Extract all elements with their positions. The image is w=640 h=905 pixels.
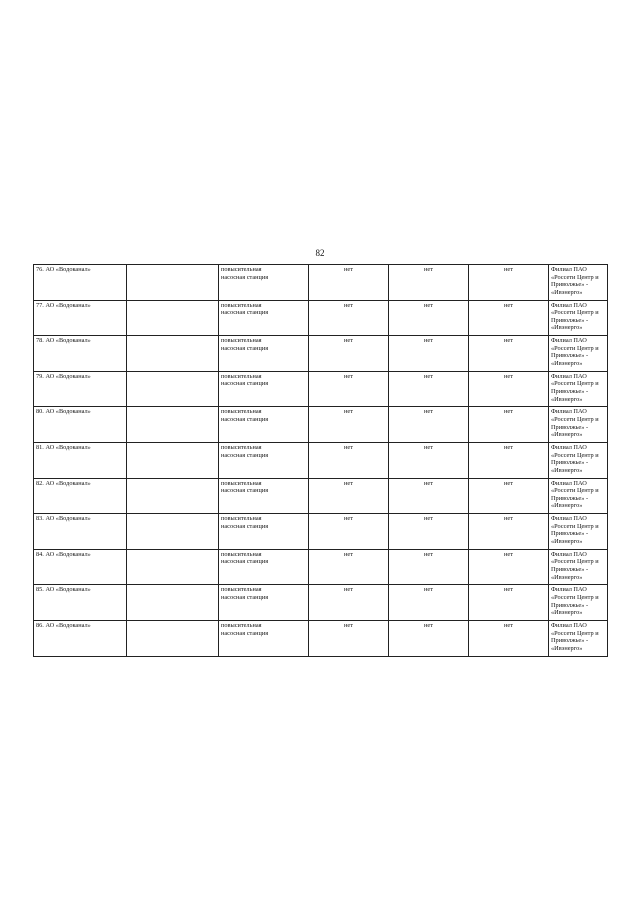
facility-name-text: 80. АО «Водоканал» <box>36 408 91 416</box>
organization-line: «Ивэнерго» <box>551 395 583 403</box>
value-text: нет <box>424 301 433 309</box>
organization-line: «Ивэнерго» <box>551 502 583 510</box>
facility-type-line: насосная станция <box>221 522 269 530</box>
organization-line: Филиал ПАО <box>551 621 587 629</box>
organization-line: Филиал ПАО <box>551 266 587 273</box>
value-text: нет <box>504 586 513 594</box>
organization-line: «Россети Центр и <box>551 451 599 459</box>
value-cell-3 <box>469 620 549 656</box>
organization-line: «Ивэнерго» <box>551 466 583 474</box>
facility-number-name <box>34 549 127 585</box>
empty-cell <box>127 585 219 621</box>
facility-type-line: насосная станция <box>221 629 269 637</box>
value-cell-3 <box>469 442 549 478</box>
grid-organization <box>549 442 608 478</box>
facility-type <box>219 620 309 656</box>
facility-name-text: 79. АО «Водоканал» <box>36 372 91 380</box>
organization-line: «Россети Центр и <box>551 593 599 601</box>
table-row <box>34 549 608 585</box>
value-text: нет <box>504 515 513 523</box>
grid-organization <box>549 265 608 301</box>
value-cell-3 <box>469 265 549 301</box>
facility-type <box>219 442 309 478</box>
value-cell-1 <box>309 265 389 301</box>
facility-type-line: повысительная <box>221 621 262 629</box>
facility-number-name <box>34 371 127 407</box>
organization-line: «Ивэнерго» <box>551 324 583 332</box>
grid-organization <box>549 407 608 443</box>
value-cell-3 <box>469 585 549 621</box>
table-row <box>34 371 608 407</box>
value-cell-2 <box>389 300 469 336</box>
organization-line: «Ивэнерго» <box>551 573 583 581</box>
organization-line: Филиал ПАО <box>551 301 587 309</box>
value-cell-2 <box>389 478 469 514</box>
facility-type <box>219 265 309 301</box>
value-cell-2 <box>389 514 469 550</box>
facility-name-text: 84. АО «Водоканал» <box>36 550 91 558</box>
organization-line: «Россети Центр и <box>551 522 599 530</box>
value-cell-1 <box>309 442 389 478</box>
value-cell-2 <box>389 371 469 407</box>
facility-number-name <box>34 265 127 301</box>
organization-line: Приволжье» - <box>551 352 589 360</box>
organization-line: «Ивэнерго» <box>551 431 583 439</box>
value-cell-1 <box>309 549 389 585</box>
value-cell-2 <box>389 265 469 301</box>
facility-type-line: повысительная <box>221 266 262 273</box>
value-cell-3 <box>469 549 549 585</box>
facility-type-line: насосная станция <box>221 273 269 281</box>
value-cell-2 <box>389 442 469 478</box>
table-row <box>34 442 608 478</box>
value-cell-1 <box>309 371 389 407</box>
grid-organization <box>549 549 608 585</box>
value-cell-1 <box>309 336 389 372</box>
facility-type-line: повысительная <box>221 443 262 451</box>
facility-type <box>219 478 309 514</box>
organization-line: «Ивэнерго» <box>551 359 583 367</box>
empty-cell <box>127 407 219 443</box>
facility-number-name <box>34 478 127 514</box>
value-cell-3 <box>469 371 549 407</box>
table-row <box>34 265 608 301</box>
value-cell-2 <box>389 585 469 621</box>
value-cell-1 <box>309 585 389 621</box>
organization-line: Филиал ПАО <box>551 586 587 594</box>
table-row <box>34 300 608 336</box>
value-text: нет <box>344 301 353 309</box>
value-text: нет <box>424 337 433 345</box>
value-text: нет <box>344 586 353 594</box>
value-text: нет <box>504 479 513 487</box>
value-cell-2 <box>389 407 469 443</box>
organization-line: Приволжье» - <box>551 494 589 502</box>
table-row <box>34 620 608 656</box>
facility-type-line: повысительная <box>221 586 262 594</box>
value-text: нет <box>424 443 433 451</box>
value-cell-1 <box>309 407 389 443</box>
empty-cell <box>127 442 219 478</box>
value-text: нет <box>424 372 433 380</box>
facility-name-text: 85. АО «Водоканал» <box>36 586 91 594</box>
organization-line: Филиал ПАО <box>551 443 587 451</box>
empty-cell <box>127 549 219 585</box>
empty-cell <box>127 371 219 407</box>
organization-line: «Ивэнерго» <box>551 609 583 617</box>
table-row <box>34 514 608 550</box>
organization-line: «Россети Центр и <box>551 415 599 423</box>
table-row <box>34 407 608 443</box>
facility-number-name <box>34 620 127 656</box>
facility-number-name <box>34 300 127 336</box>
value-text: нет <box>424 550 433 558</box>
value-cell-2 <box>389 549 469 585</box>
facility-number-name <box>34 442 127 478</box>
grid-organization <box>549 514 608 550</box>
facility-name-text: 76. АО «Водоканал» <box>36 266 91 273</box>
value-text: нет <box>504 337 513 345</box>
facility-type-line: повысительная <box>221 479 262 487</box>
facility-type-line: повысительная <box>221 408 262 416</box>
organization-line: Приволжье» - <box>551 530 589 538</box>
organization-line: «Россети Центр и <box>551 309 599 317</box>
value-cell-1 <box>309 620 389 656</box>
facility-type <box>219 336 309 372</box>
page-number: 82 <box>315 248 325 258</box>
organization-line: «Ивэнерго» <box>551 537 583 545</box>
facility-number-name <box>34 407 127 443</box>
table-body <box>34 265 608 657</box>
value-text: нет <box>344 337 353 345</box>
facility-type-line: повысительная <box>221 301 262 309</box>
facility-type-line: насосная станция <box>221 451 269 459</box>
value-text: нет <box>344 443 353 451</box>
organization-line: Приволжье» - <box>551 387 589 395</box>
value-text: нет <box>344 266 353 273</box>
facility-type-line: повысительная <box>221 515 262 523</box>
value-cell-2 <box>389 620 469 656</box>
organization-line: «Россети Центр и <box>551 487 599 495</box>
organization-line: Приволжье» - <box>551 281 589 289</box>
value-cell-1 <box>309 514 389 550</box>
grid-organization <box>549 620 608 656</box>
table-row <box>34 336 608 372</box>
facility-type-line: насосная станция <box>221 309 269 317</box>
grid-organization <box>549 371 608 407</box>
empty-cell <box>127 620 219 656</box>
organization-line: «Россети Центр и <box>551 273 599 281</box>
facility-type-line: повысительная <box>221 550 262 558</box>
grid-organization <box>549 478 608 514</box>
table-row <box>34 478 608 514</box>
organization-line: «Россети Центр и <box>551 629 599 637</box>
facility-type <box>219 407 309 443</box>
value-cell-2 <box>389 336 469 372</box>
value-cell-1 <box>309 478 389 514</box>
empty-cell <box>127 265 219 301</box>
empty-cell <box>127 478 219 514</box>
organization-line: «Ивэнерго» <box>551 644 583 652</box>
facility-name-text: 77. АО «Водоканал» <box>36 301 91 309</box>
facility-type-line: насосная станция <box>221 415 269 423</box>
organization-line: Филиал ПАО <box>551 515 587 523</box>
facility-name-text: 83. АО «Водоканал» <box>36 515 91 523</box>
organization-line: Филиал ПАО <box>551 479 587 487</box>
facility-type-line: насосная станция <box>221 380 269 388</box>
facility-number-name <box>34 336 127 372</box>
value-text: нет <box>424 408 433 416</box>
organization-line: Приволжье» - <box>551 423 589 431</box>
facility-name-text: 81. АО «Водоканал» <box>36 443 91 451</box>
organization-line: Приволжье» - <box>551 637 589 645</box>
organization-line: Приволжье» - <box>551 459 589 467</box>
value-cell-3 <box>469 336 549 372</box>
value-text: нет <box>344 550 353 558</box>
organization-line: Приволжье» - <box>551 565 589 573</box>
facilities-table <box>33 264 608 657</box>
value-text: нет <box>344 408 353 416</box>
value-cell-3 <box>469 478 549 514</box>
grid-organization <box>549 336 608 372</box>
organization-line: Филиал ПАО <box>551 408 587 416</box>
value-text: нет <box>504 443 513 451</box>
value-text: нет <box>344 621 353 629</box>
value-text: нет <box>424 266 433 273</box>
organization-line: Филиал ПАО <box>551 372 587 380</box>
value-text: нет <box>504 301 513 309</box>
value-text: нет <box>504 372 513 380</box>
organization-line: «Россети Центр и <box>551 558 599 566</box>
value-cell-1 <box>309 300 389 336</box>
facility-number-name <box>34 514 127 550</box>
value-text: нет <box>344 372 353 380</box>
grid-organization <box>549 585 608 621</box>
facility-type <box>219 514 309 550</box>
value-cell-3 <box>469 514 549 550</box>
empty-cell <box>127 514 219 550</box>
value-cell-3 <box>469 407 549 443</box>
facility-type <box>219 549 309 585</box>
value-cell-3 <box>469 300 549 336</box>
facility-name-text: 82. АО «Водоканал» <box>36 479 91 487</box>
facility-type <box>219 371 309 407</box>
organization-line: Приволжье» - <box>551 316 589 324</box>
value-text: нет <box>424 586 433 594</box>
value-text: нет <box>424 515 433 523</box>
value-text: нет <box>504 550 513 558</box>
facility-type-line: повысительная <box>221 337 262 345</box>
table-row <box>34 585 608 621</box>
facility-type <box>219 300 309 336</box>
empty-cell <box>127 336 219 372</box>
organization-line: Приволжье» - <box>551 601 589 609</box>
value-text: нет <box>504 266 513 273</box>
value-text: нет <box>424 479 433 487</box>
facility-name-text: 78. АО «Водоканал» <box>36 337 91 345</box>
facility-type-line: повысительная <box>221 372 262 380</box>
organization-line: «Ивэнерго» <box>551 288 583 296</box>
organization-line: «Россети Центр и <box>551 380 599 388</box>
value-text: нет <box>504 621 513 629</box>
facility-type-line: насосная станция <box>221 344 269 352</box>
organization-line: Филиал ПАО <box>551 550 587 558</box>
facility-type-line: насосная станция <box>221 558 269 566</box>
facility-name-text: 86. АО «Водоканал» <box>36 621 91 629</box>
facility-type-line: насосная станция <box>221 593 269 601</box>
value-text: нет <box>344 479 353 487</box>
empty-cell <box>127 300 219 336</box>
value-text: нет <box>504 408 513 416</box>
facility-type-line: насосная станция <box>221 487 269 495</box>
facility-number-name <box>34 585 127 621</box>
facility-type <box>219 585 309 621</box>
organization-line: Филиал ПАО <box>551 337 587 345</box>
grid-organization <box>549 300 608 336</box>
value-text: нет <box>344 515 353 523</box>
value-text: нет <box>424 621 433 629</box>
organization-line: «Россети Центр и <box>551 344 599 352</box>
